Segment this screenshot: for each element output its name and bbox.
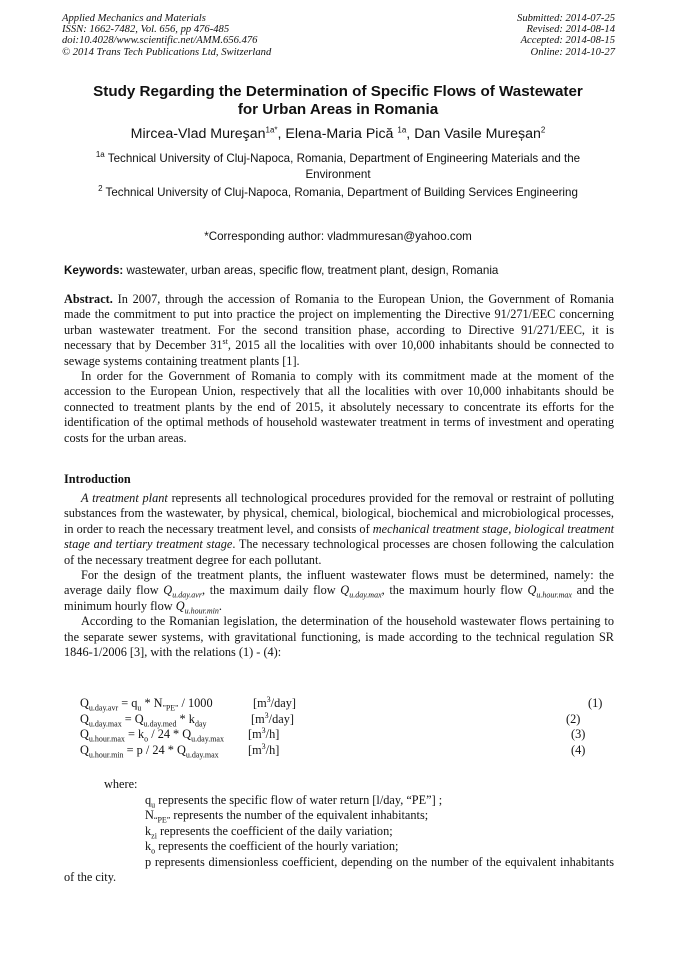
- affiliation-1: [62, 151, 614, 182]
- eq4-lhs: Q: [80, 742, 89, 757]
- eq2-unit-a: [m: [251, 711, 265, 726]
- eq3-lhs-sub: u.hour.max: [88, 734, 125, 744]
- def4-symbol: k: [145, 839, 152, 854]
- submitted-date: Submitted: 2014-07-25: [517, 13, 615, 24]
- eq2-rhs-a: = Q: [121, 711, 144, 726]
- eq1-lhs-sub: u.day.avr: [88, 703, 119, 713]
- abstract-text-1a: In 2007, through the accession of Romania to the European Union, the Government of Romania made the commitment to put into practice the project on implementing the Directive 91/271/EEC concerning urban wastewater treatment. For the second transition phase, according to Directive 91/271/EEC, it is necessary that by December 31: [64, 292, 614, 353]
- flow-subscript-1: u.day.avr: [172, 590, 202, 600]
- affiliation-1-mark: 1a: [95, 150, 105, 160]
- definition-p: p represents dimensionless coefficient, depending on the number of the equivalent inhabitants of the city.: [64, 854, 614, 885]
- flow-subscript-2: u.day.max: [349, 590, 382, 600]
- def3-sub: zi: [151, 831, 157, 841]
- definition-ko: [64, 839, 614, 854]
- where-label: where:: [104, 777, 138, 791]
- definition-qu: [64, 793, 614, 808]
- revised-date: Revised: 2014-08-14: [526, 24, 615, 36]
- intro-emphasis-2: mechanical treatment stage, biological treatment stage and tertiary treatment stage: [64, 521, 615, 552]
- eq1-rhs-a-sub: u: [137, 703, 142, 713]
- affiliation-1-text: Technical University of Cluj-Napoca, Romania, Department of Engineering Materials and the Environment: [107, 152, 581, 181]
- eq2-unit-b: /day]: [268, 711, 294, 726]
- equation-2-expression: [80, 712, 207, 726]
- abstract-text-1b: , 2015 all the localities with over 10,000 inhabitants should be connected to sewage systems containing treatment plants [1].: [64, 338, 614, 368]
- intro-text-2d: and the minimum hourly flow: [64, 583, 614, 613]
- affiliation-2: [62, 185, 614, 201]
- equation-row: [80, 743, 614, 759]
- equation-1-number: (1): [588, 696, 603, 710]
- equation-1-expression: [80, 696, 213, 713]
- eq1-lhs: Q: [80, 696, 89, 710]
- equation-1-unit: [253, 696, 296, 712]
- def2-symbol: N: [145, 808, 154, 823]
- def2-sub: “PE”: [153, 815, 171, 825]
- equation-block: [80, 696, 614, 758]
- eq2-unit-sup: 3: [264, 710, 269, 720]
- eq1-unit-a: [m: [253, 696, 267, 710]
- eq4-rhs-a: = p / 24 * Q: [123, 742, 186, 757]
- eq1-rhs-b: * N: [141, 696, 163, 710]
- flow-symbol-3: Q: [527, 583, 537, 598]
- accepted-date: Accepted: 2014-08-15: [520, 35, 615, 47]
- eq1-rhs-a: = q: [118, 696, 138, 710]
- intro-text-1a: represents all technological procedures provided for the removal or restraint of polluting substances from the wastewater, by physical, chemical, biological, biochemical and microbiological processes, in order to reach the necessary treatment level, and consists of: [64, 491, 614, 536]
- eq3-unit-sup: 3: [261, 725, 266, 735]
- eq4-unit-a: [m: [248, 742, 262, 757]
- equation-row: [80, 696, 614, 712]
- keywords-label: Keywords:: [64, 264, 124, 277]
- def3-text: represents the coefficient of the daily variation;: [156, 823, 393, 838]
- def1-text: represents the specific flow of water return [l/day, “PE”] ;: [155, 793, 443, 807]
- introduction-body: [64, 491, 614, 660]
- intro-text-2c: , the maximum hourly flow: [381, 583, 528, 598]
- intro-text-2a: For the design of the treatment plants, the influent wastewater flows must be determined, namely: the average daily flow: [64, 568, 614, 598]
- author-list: Mircea-Vlad Mureşan$^{1a*}$, Elena-Maria Pică $^{1a}$, Dan Vasile Mureșan$^2$: [130, 125, 546, 142]
- flow-symbol-1: Q: [163, 583, 173, 598]
- copyright-line: © 2014 Trans Tech Publications Ltd, Switzerland: [62, 46, 272, 58]
- corresponding-author: *Corresponding author: vladmmuresan@yahoo.com: [204, 230, 472, 243]
- eq2-rhs-a-sub: u.day.med: [143, 718, 177, 728]
- equation-row: [80, 727, 614, 743]
- online-date: Online: 2014-10-27: [530, 46, 615, 58]
- intro-text-2e: .: [218, 598, 222, 613]
- author-2-affil: 1a: [397, 125, 407, 135]
- definition-npe: [64, 808, 614, 823]
- flow-subscript-3: u.hour.max: [536, 590, 572, 600]
- eq1-unit-b: /day]: [270, 696, 296, 710]
- eq4-unit-sup: 3: [261, 741, 266, 751]
- equation-4-expression: [80, 743, 219, 757]
- eq3-rhs-b: / 24 * Q: [148, 727, 192, 741]
- journal-header-right: [517, 13, 615, 58]
- eq2-lhs-sub: u.day.max: [88, 718, 122, 728]
- affiliation-2-text: Technical University of Cluj-Napoca, Romania, Department of Building Services Engineering: [105, 186, 578, 199]
- eq4-rhs-a-sub: u.day.max: [185, 749, 219, 759]
- keywords-text: wastewater, urban areas, specific flow, treatment plant, design, Romania: [126, 264, 499, 277]
- eq3-lhs: Q: [80, 727, 89, 741]
- author-2: Elena-Maria Pică: [285, 126, 394, 142]
- affiliation-2-mark: 2: [98, 184, 103, 194]
- intro-paragraph-2: [64, 568, 614, 614]
- intro-text-2b: , the maximum daily flow: [201, 583, 341, 598]
- eq2-lhs: Q: [80, 711, 89, 726]
- author-1: Mircea-Vlad Mureşan: [130, 126, 266, 142]
- equation-3-expression: [80, 727, 224, 744]
- equation-2-number: (2): [566, 711, 581, 726]
- intro-emphasis-1: A treatment plant: [81, 491, 168, 505]
- eq1-rhs-b-sub: "PE": [162, 703, 179, 713]
- journal-name: Applied Mechanics and Materials: [62, 13, 206, 24]
- eq3-rhs-a-sub: o: [144, 734, 149, 744]
- equation-2-unit: [251, 712, 294, 728]
- section-heading-introduction: Introduction: [64, 472, 131, 486]
- definition-kzi: [64, 824, 614, 839]
- title-line-1: Study Regarding the Determination of Specific Flows of Wastewater: [93, 83, 583, 100]
- eq1-unit-sup: 3: [266, 694, 271, 704]
- eq3-unit-b: /h]: [265, 727, 280, 741]
- equation-row: [80, 712, 614, 728]
- journal-header-left: [62, 13, 271, 58]
- def4-text: represents the coefficient of the hourly variation;: [155, 839, 399, 854]
- def1-symbol: q: [145, 793, 152, 807]
- author-3-affil: 2: [540, 125, 546, 135]
- eq3-unit-a: [m: [248, 727, 262, 741]
- title-line-2: for Urban Areas in Romania: [237, 101, 439, 118]
- author-3: Dan Vasile Mureșan: [414, 126, 541, 142]
- variable-definitions: [64, 793, 614, 885]
- eq3-rhs-a: = k: [124, 727, 145, 741]
- author-1-affil: 1a*: [265, 125, 278, 135]
- abstract-paragraph-2: In order for the Government of Romania to comply with its commitment made at the moment of the accession to the European Union, respectively that all the localities with over 10,000 inhabitants should be connected to treatment plants by the end of 2015, it absolutely necessary to concentrate its efforts for the identification of the optimal methods of household wastewater treatment in terms of investment and operating costs for the urban areas.: [64, 369, 614, 445]
- equation-4-unit: [248, 743, 279, 759]
- issn-line: ISSN: 1662-7482, Vol. 656, pp 476-485: [62, 24, 230, 36]
- def3-symbol: k: [145, 823, 152, 838]
- eq1-rhs-c: / 1000: [178, 696, 213, 710]
- keywords: [64, 263, 616, 278]
- paper-title: [62, 83, 614, 119]
- abstract-sup: st: [222, 337, 228, 347]
- equation-3-number: (3): [571, 727, 586, 741]
- flow-symbol-4: Q: [175, 598, 185, 613]
- eq3-rhs-b-sub: u.day.max: [191, 734, 224, 744]
- eq4-unit-b: /h]: [265, 742, 280, 757]
- intro-text-1b: . The necessary technological processes are chosen following the calculation of the necessary treatment degree for each pollutant.: [64, 537, 614, 567]
- def4-sub: o: [151, 846, 156, 856]
- abstract: [64, 292, 614, 446]
- intro-paragraph-3: According to the Romanian legislation, the determination of the household wastewater flows pertaining to the separate sewer systems, with gravitational functioning, is made according to the technical regulation SR 1846-1/2006 [3], with the relations (1) - (4):: [64, 614, 614, 660]
- flow-symbol-2: Q: [340, 583, 350, 598]
- eq4-lhs-sub: u.hour.min: [88, 749, 124, 759]
- equation-3-unit: [248, 727, 279, 743]
- def2-text: represents the number of the equivalent inhabitants;: [170, 808, 429, 823]
- flow-subscript-4: u.hour.min: [184, 606, 219, 616]
- abstract-label: Abstract.: [64, 292, 113, 306]
- intro-paragraph-1: [64, 491, 614, 568]
- equation-4-number: (4): [571, 742, 586, 757]
- def1-sub: u: [151, 800, 156, 810]
- eq2-rhs-b: * k: [176, 711, 195, 726]
- doi-line: doi:10.4028/www.scientific.net/AMM.656.476: [62, 35, 258, 47]
- abstract-paragraph-1: [64, 292, 614, 369]
- eq2-rhs-b-sub: day: [194, 718, 207, 728]
